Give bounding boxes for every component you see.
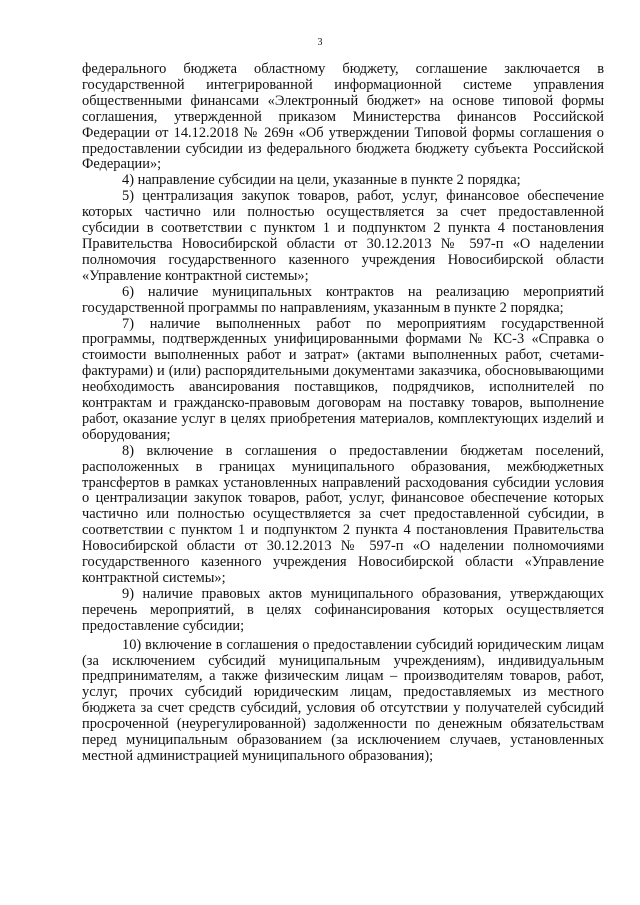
paragraph-item-10: 10) включение в соглашения о предоставлении субсидий юридическим лицам (за исключением субсидий муниципальным учреждениям), индивидуальным предпринимателям, а также физическим лицам – производителям товаров, работ, услуг, прочих субсидий юридическим лицам, предоставляемых из местного бюджета за счет средств субсидий, условия об отсутствии у получателей субсидий просроченной (неурегулированной) задолженности по денежным обязательствам перед муниципальным образованием (за исключением случаев, установленных местной администрацией муниципального образования); [82, 636, 604, 764]
document-body [82, 62, 604, 765]
paragraph-item-9: 9) наличие правовых актов муниципального образования, утверждающих перечень мероприятий, в целях софинансирования которых осуществляется предоставление субсидии; [82, 585, 604, 634]
page-number: 3 [317, 37, 323, 48]
paragraph-item-5: 5) централизация закупок товаров, работ, услуг, финансовое обеспечение которых частично или полностью осуществляется за счет предоставленной субсидии в соответствии с пунктом 1 и подпунктом 2 пункта 4 постановления Правительства Новосибирской области от 30.12.2013 № 597-п «О наделении полномочия государственного казенного учреждения Новосибирской области «Управление контрактной системы»; [82, 188, 604, 284]
paragraph-item-7: 7) наличие выполненных работ по мероприятиям государственной программы, подтвержденных унифицированными формами № КС-3 «Справка о стоимости выполненных работ и затрат» (актами выполненных работ, счетами-фактурами) и (или) распорядительными документами заказчика, обосновывающими необходимость авансирования поставщиков, подрядчиков, исполнителей по контрактам и гражданско-правовым договорам на поставку товаров, выполнение работ, оказание услуг в целях приобретения материалов, комплектующих изделий и оборудования; [82, 315, 604, 443]
paragraph-item-8: 8) включение в соглашения о предоставлении бюджетам поселений, расположенных в границах муниципального образования, межбюджетных трансфертов в рамках установленных направлений расходования субсидии условия о централизации закупок товаров, работ, услуг, финансовое обеспечение которых частично или полностью осуществляется за счет предоставленной субсидии, в соответствии с пунктом 1 и подпунктом 2 пункта 4 постановления Правительства Новосибирской области от 30.12.2013 № 597-п «О наделении полномочиями государственного казенного учреждения Новосибирской области «Управление контрактной системы»; [82, 442, 604, 586]
paragraph-item-6: 6) наличие муниципальных контрактов на реализацию мероприятий государственной программы по направлениям, указанным в пункте 2 порядка; [82, 283, 604, 316]
paragraph-continuation: федерального бюджета областному бюджету, соглашение заключается в государственной интегрированной информационной системе управления общественными финансами «Электронный бюджет» на основе типовой формы соглашения, утвержденной приказом Министерства финансов Российской Федерации от 14.12.2018 № 269н «Об утверждении Типовой формы соглашения о предоставлении субсидии из федерального бюджета бюджету субъекта Российской Федерации»; [82, 61, 604, 173]
paragraph-item-4: 4) направление субсидии на цели, указанные в пункте 2 порядка; [122, 172, 521, 189]
